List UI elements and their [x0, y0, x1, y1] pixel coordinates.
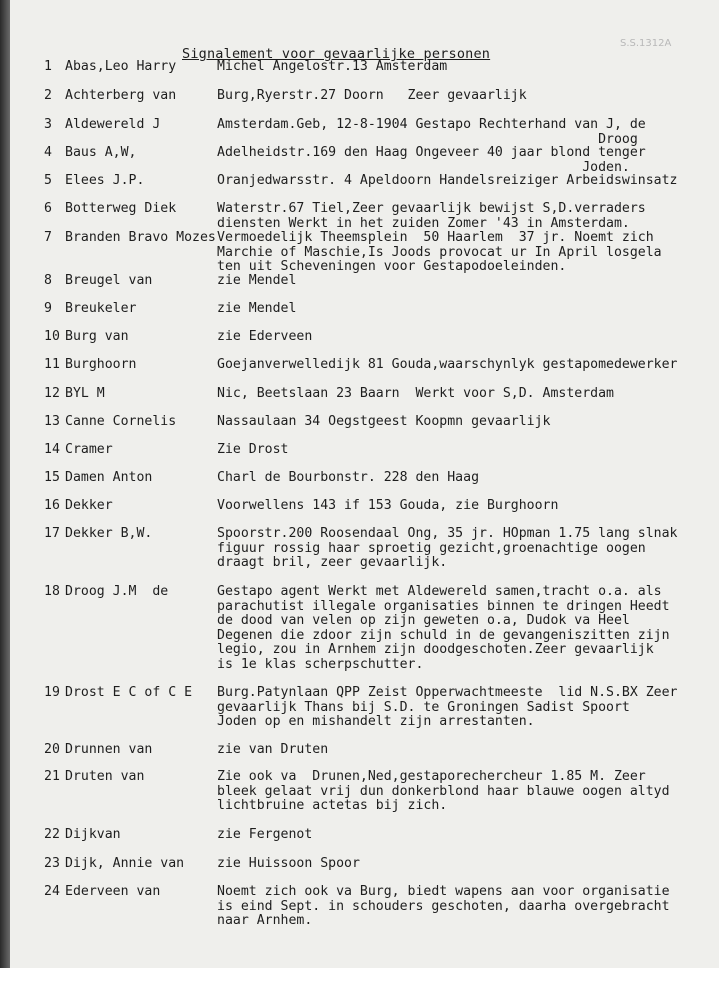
entry-name: BYL M: [65, 386, 105, 401]
entry-details: zie Mendel: [217, 301, 297, 316]
entry-number: 17: [44, 526, 60, 541]
scan-edge: [0, 0, 10, 968]
entry-name: Dekker B,W.: [65, 526, 153, 541]
entry-name: Burg van: [65, 329, 129, 344]
entry-details: Zie Drost: [217, 442, 289, 457]
entry-details: Oranjedwarsstr. 4 Apeldoorn Handelsreiziger Arbeidswinsatz: [217, 173, 678, 188]
entry-details: Burg.Patynlaan QPP Zeist Opperwachtmeeste lid N.S.BX Zeer gevaarlijk Thans bij S.D. te Groningen Sadist Spoort Joden op en mishandelt zijn arrestanten.: [217, 685, 678, 729]
entry-name: Canne Cornelis: [65, 414, 177, 429]
entry-details: Nic, Beetslaan 23 Baarn Werkt voor S,D. Amsterdam: [217, 386, 614, 401]
entry-number: 5: [44, 173, 52, 188]
entry-number: 22: [44, 827, 60, 842]
entry-details: zie van Druten: [217, 742, 329, 757]
entry-number: 18: [44, 584, 60, 599]
document-title: Signalement voor gevaarlijke personen: [182, 46, 491, 62]
entry-details: Goejanverwelledijk 81 Gouda,waarschynlyk gestapomedewerker: [217, 357, 678, 372]
entry-name: Drunnen van: [65, 742, 153, 757]
entry-name: Breukeler: [65, 301, 137, 316]
entry-details: zie Mendel: [217, 273, 297, 288]
entry-details: Nassaulaan 34 Oegstgeest Koopmn gevaarlijk: [217, 414, 551, 429]
entry-details: Adelheidstr.169 den Haag Ongeveer 40 jaar blond tenger Joden.: [217, 145, 646, 175]
entry-number: 10: [44, 329, 60, 344]
entry-name: Dijkvan: [65, 827, 121, 842]
entry-name: Cramer: [65, 442, 113, 457]
entry-number: 14: [44, 442, 60, 457]
entry-name: Aldewereld J: [65, 117, 161, 132]
entry-number: 6: [44, 201, 52, 216]
document-page: [10, 0, 719, 968]
entry-number: 11: [44, 357, 60, 372]
entry-details: Charl de Bourbonstr. 228 den Haag: [217, 470, 480, 485]
entry-number: 3: [44, 117, 52, 132]
archive-reference: S.S.1312A: [620, 38, 672, 49]
entry-number: 19: [44, 685, 60, 700]
entry-name: Droog J.M de: [65, 584, 169, 599]
entry-number: 24: [44, 884, 60, 899]
entry-number: 13: [44, 414, 60, 429]
entry-number: 7: [44, 230, 52, 245]
entry-name: Breugel van: [65, 273, 153, 288]
entry-number: 23: [44, 856, 60, 871]
entry-details: Noemt zich ook va Burg, biedt wapens aan voor organisatie is eind Sept. in schouders geschoten, daarha overgebracht naar Arnhem.: [217, 884, 670, 928]
entry-details: Waterstr.67 Tiel,Zeer gevaarlijk bewijst S,D.verraders diensten Werkt in het zuiden Zomer '43 in Amsterdam.: [217, 201, 646, 231]
entry-name: Damen Anton: [65, 470, 153, 485]
entry-number: 4: [44, 145, 52, 160]
entry-name: Dekker: [65, 498, 113, 513]
entry-name: Burghoorn: [65, 357, 137, 372]
entry-name: Botterweg Diek: [65, 201, 177, 216]
scan-margin: [0, 968, 719, 1000]
entry-name: Drost E C of C E: [65, 685, 193, 700]
entry-details: Burg,Ryerstr.27 Doorn Zeer gevaarlijk: [217, 88, 527, 103]
entry-number: 12: [44, 386, 60, 401]
entry-name: Baus A,W,: [65, 145, 137, 160]
entry-details: Spoorstr.200 Roosendaal Ong, 35 jr. HOpman 1.75 lang slnak figuur rossig haar sproetig gezicht,groenachtige oogen draagt bril, zeer gevaarlijk.: [217, 526, 678, 570]
entry-details: Michel Angelostr.13 Amsterdam: [217, 59, 448, 74]
entry-details: Zie ook va Drunen,Ned,gestaporechercheur 1.85 M. Zeer bleek gelaat vrij dun donkerblond haar blauwe oogen altyd lichtbruine actetas bij zich.: [217, 769, 670, 813]
entry-details: Vermoedelijk Theemsplein 50 Haarlem 37 jr. Noemt zich Marchie of Maschie,Is Joods provocat ur In April losgela ten uit Scheveningen voor Gestapodoeleinden.: [217, 230, 662, 274]
entry-details: zie Fergenot: [217, 827, 313, 842]
entry-name: Druten van: [65, 769, 145, 784]
entry-name: Branden Bravo Mozes: [65, 230, 216, 245]
entry-number: 8: [44, 273, 52, 288]
entry-name: Ederveen van: [65, 884, 161, 899]
entry-number: 16: [44, 498, 60, 513]
entry-number: 2: [44, 88, 52, 103]
entry-number: 9: [44, 301, 52, 316]
entry-details: Gestapo agent Werkt met Aldewereld samen,tracht o.a. als parachutist illegale organisaties binnen te dringen Heedt de dood van velen op zijn geweten o.a, Dudok va Heel Degenen die zdoor zijn schuld in de gevangeniszitten zijn legio, zou in Arnhem zijn doodgeschoten.Zeer gevaarlijk is 1e klas scherpschutter.: [217, 584, 670, 672]
entry-number: 15: [44, 470, 60, 485]
entry-name: Achterberg van: [65, 88, 177, 103]
entry-details: zie Ederveen: [217, 329, 313, 344]
entry-number: 21: [44, 769, 60, 784]
entry-details: Voorwellens 143 if 153 Gouda, zie Burghoorn: [217, 498, 559, 513]
entry-name: Dijk, Annie van: [65, 856, 185, 871]
entry-number: 1: [44, 59, 52, 74]
entry-details: Amsterdam.Geb, 12-8-1904 Gestapo Rechterhand van J, de Droog: [217, 117, 646, 147]
entry-name: Abas,Leo Harry: [65, 59, 177, 74]
entry-name: Elees J.P.: [65, 173, 145, 188]
entry-number: 20: [44, 742, 60, 757]
entry-details: zie Huissoon Spoor: [217, 856, 360, 871]
